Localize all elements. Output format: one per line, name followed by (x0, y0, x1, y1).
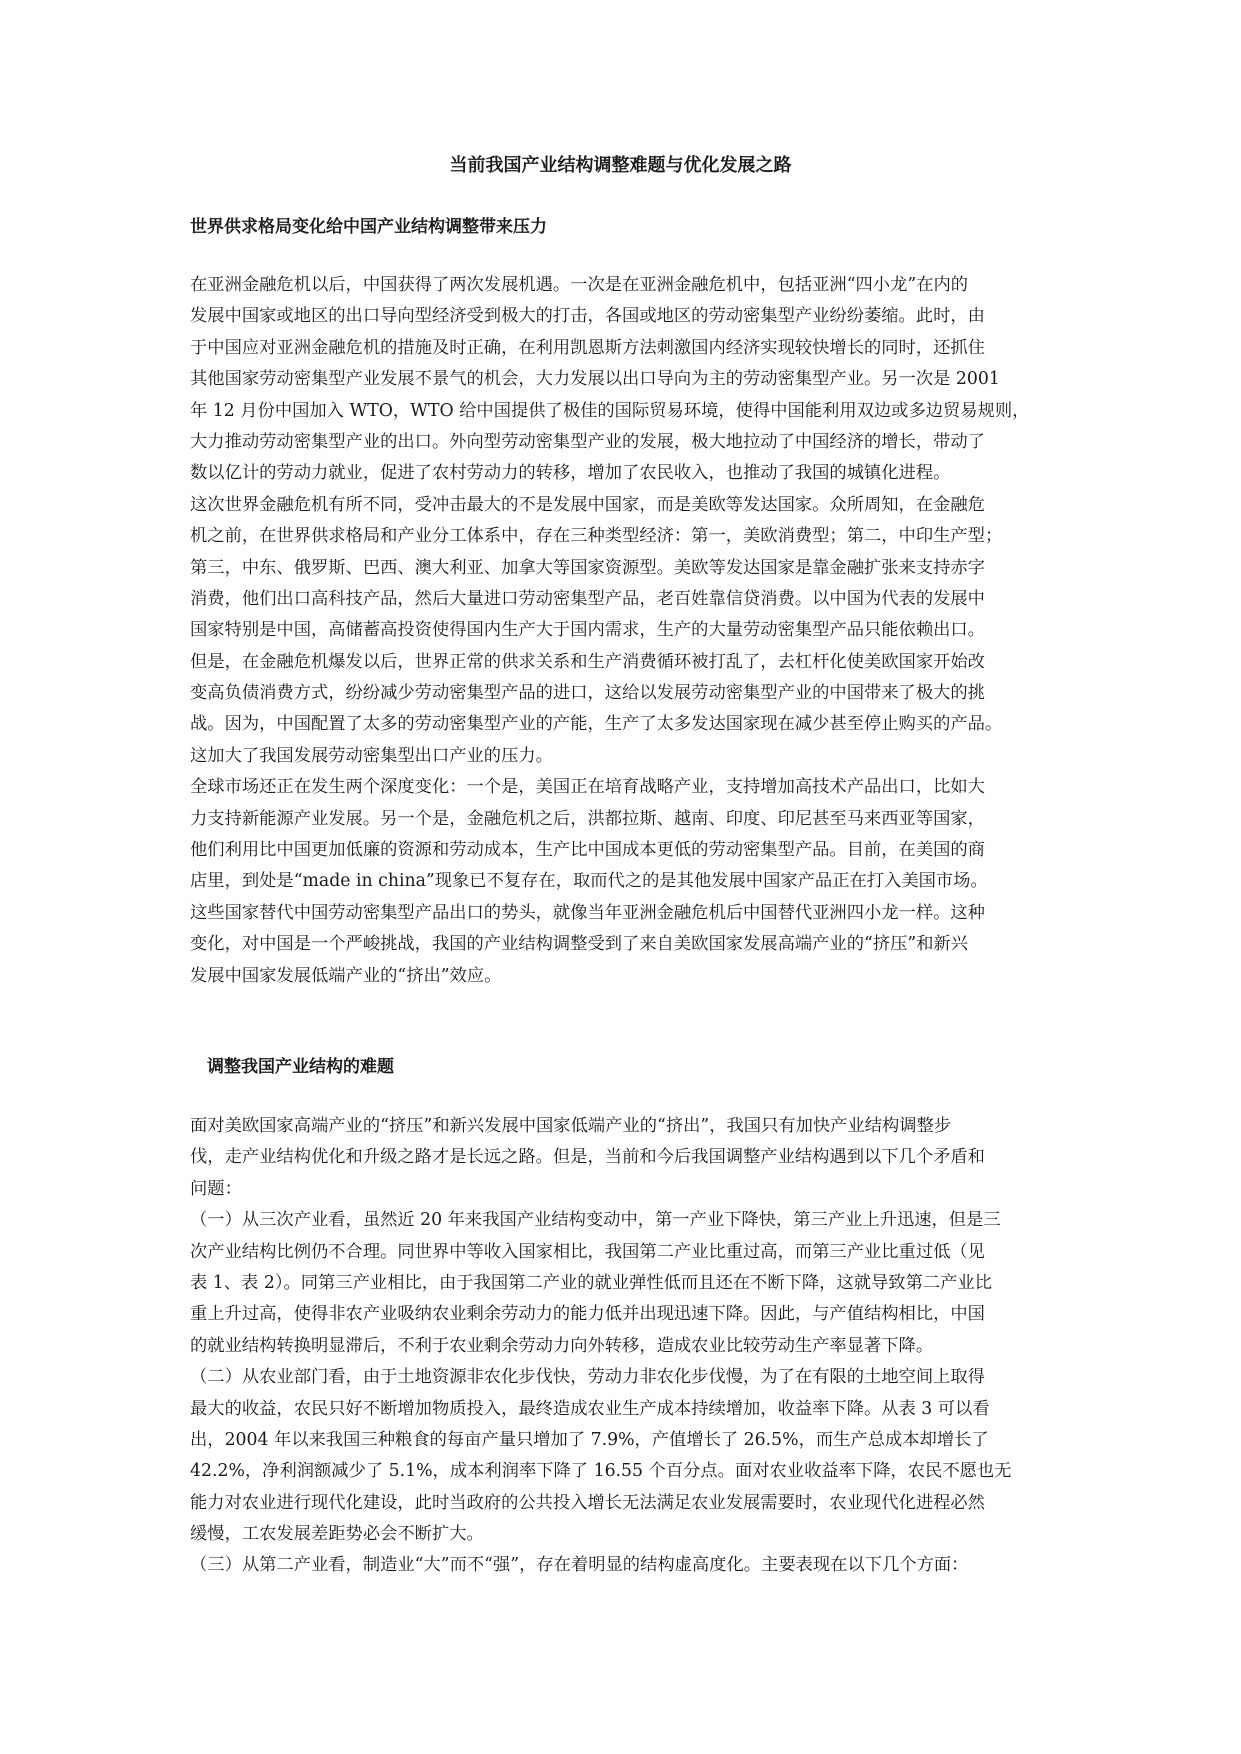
paragraph-line: 战。因为，中国配置了太多的劳动密集型产业的产能，生产了太多发达国家现在减少甚至停止购买的产品。 (190, 714, 1003, 735)
paragraph-line: 年 12 月份中国加入 WTO，WTO 给中国提供了极佳的国际贸易环境，使得中国能利用双边或多边贸易规则， (190, 400, 1030, 421)
paragraph-line: 的就业结构转换明显滞后，不利于农业剩余劳动力向外转移，造成农业比较劳动生产率显著下降。 (190, 1335, 934, 1356)
paragraph-line: 国家特别是中国，高储蓄高投资使得国内生产大于国内需求，生产的大量劳动密集型产品只能依赖出口。 (190, 620, 985, 641)
paragraph-line: 伐，走产业结构优化和升级之路才是长远之路。但是，当前和今后我国调整产业结构遇到以下几个矛盾和 (190, 1147, 985, 1168)
paragraph-line: （一）从三次产业看，虽然近 20 年来我国产业结构变动中，第一产业下降快，第三产业上升迅速，但是三 (190, 1210, 1001, 1231)
paragraph-line: 次产业结构比例仍不合理。同世界中等收入国家相比，我国第二产业比重过高，而第三产业比重过低（见 (190, 1241, 985, 1262)
paragraph-line: （二）从农业部门看，由于土地资源非农化步伐快，劳动力非农化步伐慢，为了在有限的土地空间上取得 (190, 1367, 985, 1388)
paragraph-line: 但是，在金融危机爆发以后，世界正常的供求关系和生产消费循环被打乱了，去杠杆化使美欧国家开始改 (190, 651, 985, 672)
paragraph-line: 大力推动劳动密集型产业的出口。外向型劳动密集型产业的发展，极大地拉动了中国经济的增长，带动了 (190, 431, 985, 452)
paragraph-line: 变化，对中国是一个严峻挑战，我国的产业结构调整受到了来自美欧国家发展高端产业的“挤压”和新兴 (190, 934, 969, 955)
paragraph-line: 这加大了我国发展劳动密集型出口产业的压力。 (190, 745, 553, 766)
paragraph-line: 这些国家替代中国劳动密集型产品出口的势头，就像当年亚洲金融危机后中国替代亚洲四小龙一样。这种 (190, 902, 985, 923)
paragraph-line: 他们利用比中国更加低廉的资源和劳动成本，生产比中国成本更低的劳动密集型产品。目前，在美国的商 (190, 840, 985, 861)
section-1-body (190, 270, 1070, 992)
paragraph-line: 面对美欧国家高端产业的“挤压”和新兴发展中国家低端产业的“挤出”，我国只有加快产业结构调整步 (190, 1116, 952, 1136)
paragraph-line: 于中国应对亚洲金融危机的措施及时正确，在利用凯恩斯方法刺激国内经济实现较快增长的同时，还抓住 (190, 337, 985, 358)
paragraph-line: 第三，中东、俄罗斯、巴西、澳大利亚、加拿大等国家资源型。美欧等发达国家是靠金融扩张来支持赤字 (190, 557, 985, 578)
section-heading-2: 调整我国产业结构的难题 (207, 1057, 394, 1077)
paragraph-line: 机之前，在世界供求格局和产业分工体系中，存在三种类型经济：第一，美欧消费型；第二，中印生产型； (190, 526, 1003, 547)
paragraph-line: （三）从第二产业看，制造业“大”而不“强”，存在着明显的结构虚高度化。主要表现在以下几个方面： (190, 1555, 969, 1576)
paragraph-line: 变高负债消费方式，纷纷减少劳动密集型产品的进口，这给以发展劳动密集型产业的中国带来了极大的挑 (190, 683, 985, 704)
paragraph-line: 其他国家劳动密集型产业发展不景气的机会，大力发展以出口导向为主的劳动密集型产业。另一次是 2001 (190, 369, 1000, 390)
paragraph-line: 力支持新能源产业发展。另一个是，金融危机之后，洪都拉斯、越南、印度、印尼甚至马来西亚等国家， (190, 808, 985, 829)
paragraph-line: 数以亿计的劳动力就业，促进了农村劳动力的转移，增加了农民收入，也推动了我国的城镇化进程。 (190, 463, 951, 484)
paragraph-line: 能力对农业进行现代化建设，此时当政府的公共投入增长无法满足农业发展需要时，农业现代化进程必然 (190, 1492, 985, 1513)
paragraph-line: 最大的收益，农民只好不断增加物质投入，最终造成农业生产成本持续增加，收益率下降。从表 3 可以看 (190, 1398, 990, 1419)
paragraph-line: 重上升过高，使得非农产业吸纳农业剩余劳动力的能力低并出现迅速下降。因此，与产值结构相比，中国 (190, 1304, 985, 1325)
document-title: 当前我国产业结构调整难题与优化发展之路 (449, 155, 792, 176)
paragraph-line: 消费，他们出口高科技产品，然后大量进口劳动密集型产品，老百姓靠信贷消费。以中国为代表的发展中 (190, 588, 985, 609)
paragraph-line: 全球市场还正在发生两个深度变化：一个是，美国正在培育战略产业，支持增加高技术产品出口，比如大 (190, 777, 985, 798)
paragraph-line: 出，2004 年以来我国三种粮食的每亩产量只增加了 7.9%，产值增长了 26.5%，而生产总成本却增长了 (190, 1429, 989, 1450)
paragraph-line: 发展中国家或地区的出口导向型经济受到极大的打击，各国或地区的劳动密集型产业纷纷萎缩。此时，由 (190, 306, 985, 327)
paragraph-line: 这次世界金融危机有所不同，受冲击最大的不是发展中国家，而是美欧等发达国家。众所周知，在金融危 (190, 494, 985, 515)
paragraph-line: 问题： (190, 1178, 242, 1199)
paragraph-line: 缓慢，工农发展差距势必会不断扩大。 (190, 1524, 484, 1545)
paragraph-line: 在亚洲金融危机以后，中国获得了两次发展机遇。一次是在亚洲金融危机中，包括亚洲“四小龙”在内的 (190, 275, 969, 295)
paragraph-line: 店里，到处是“made in china”现象已不复存在，取而代之的是其他发展中国家产品正在打入美国市场。 (190, 871, 988, 892)
paragraph-line: 表 1、表 2）。同第三产业相比，由于我国第二产业的就业弹性低而且还在不断下降，这就导致第二产业比 (190, 1272, 992, 1293)
paragraph-line: 发展中国家发展低端产业的“挤出”效应。 (190, 965, 502, 986)
paragraph-line: 42.2%，净利润额减少了 5.1%，成本利润率下降了 16.55 个百分点。面对农业收益率下降，农民不愿也无 (190, 1461, 1012, 1482)
section-heading-1: 世界供求格局变化给中国产业结构调整带来压力 (190, 217, 547, 237)
section-2-body (190, 1111, 1070, 1582)
